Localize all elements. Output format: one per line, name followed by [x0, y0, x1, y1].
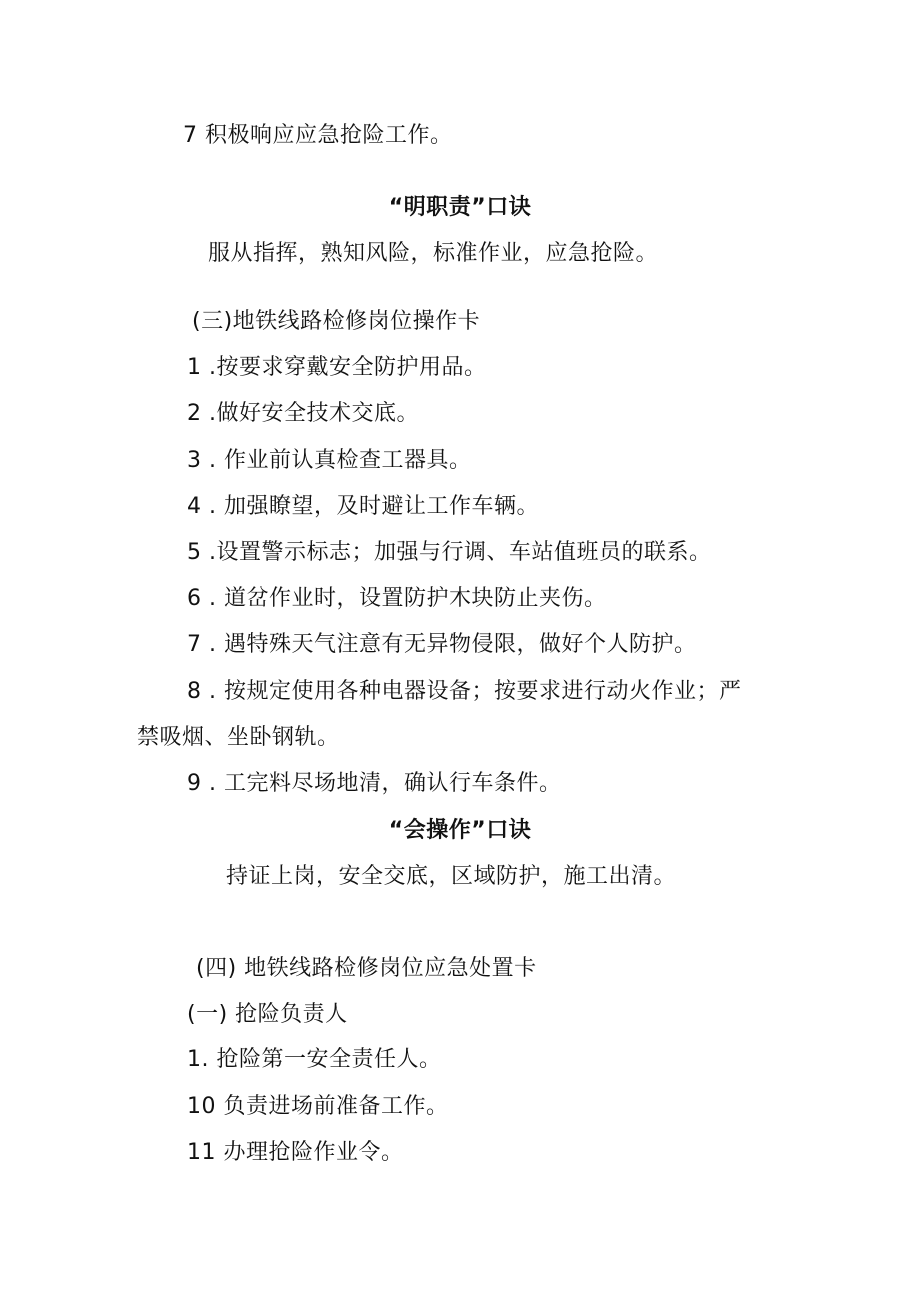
list-item: 1 .按要求穿戴安全防护用品。	[187, 355, 487, 380]
list-item: 7 . 遇特殊天气注意有无异物侵限，做好个人防护。	[187, 632, 697, 657]
list-item-continuation: 禁吸烟、坐卧钢轨。	[137, 725, 340, 750]
list-item: 3 . 作业前认真检查工器具。	[187, 448, 472, 473]
heading-mingzhize: “明职责”口诀	[388, 195, 532, 220]
list-item: 9 . 工完料尽场地清，确认行车条件。	[187, 771, 562, 796]
list-item: 4 . 加强瞭望，及时避让工作车辆。	[187, 494, 539, 519]
list-item: 8 . 按规定使用各种电器设备；按要求进行动火作业；严	[187, 679, 742, 704]
list-item: 11 办理抢险作业令。	[187, 1140, 404, 1165]
slogan-mingzhize: 服从指挥，熟知风险，标准作业，应急抢险。	[208, 241, 659, 266]
list-item: 2 .做好安全技术交底。	[187, 401, 419, 426]
subsection-1-title: (一) 抢险负责人	[187, 1002, 348, 1027]
section-4-title: (四) 地铁线路检修岗位应急处置卡	[196, 956, 537, 981]
list-item: 6 . 道岔作业时，设置防护木块防止夹伤。	[187, 586, 607, 611]
slogan-huicaozuo: 持证上岗，安全交底，区域防护，施工出清。	[226, 864, 677, 889]
heading-huicaozuo: “会操作”口诀	[388, 818, 532, 843]
list-item: 1. 抢险第一安全责任人。	[187, 1047, 442, 1072]
list-item-top-7: 7 积极响应应急抢险工作。	[183, 123, 453, 148]
list-item: 5 .设置警示标志；加强与行调、车站值班员的联系。	[187, 540, 712, 565]
list-item: 10 负责进场前准备工作。	[187, 1094, 449, 1119]
section-3-title: (三)地铁线路检修岗位操作卡	[192, 309, 481, 334]
